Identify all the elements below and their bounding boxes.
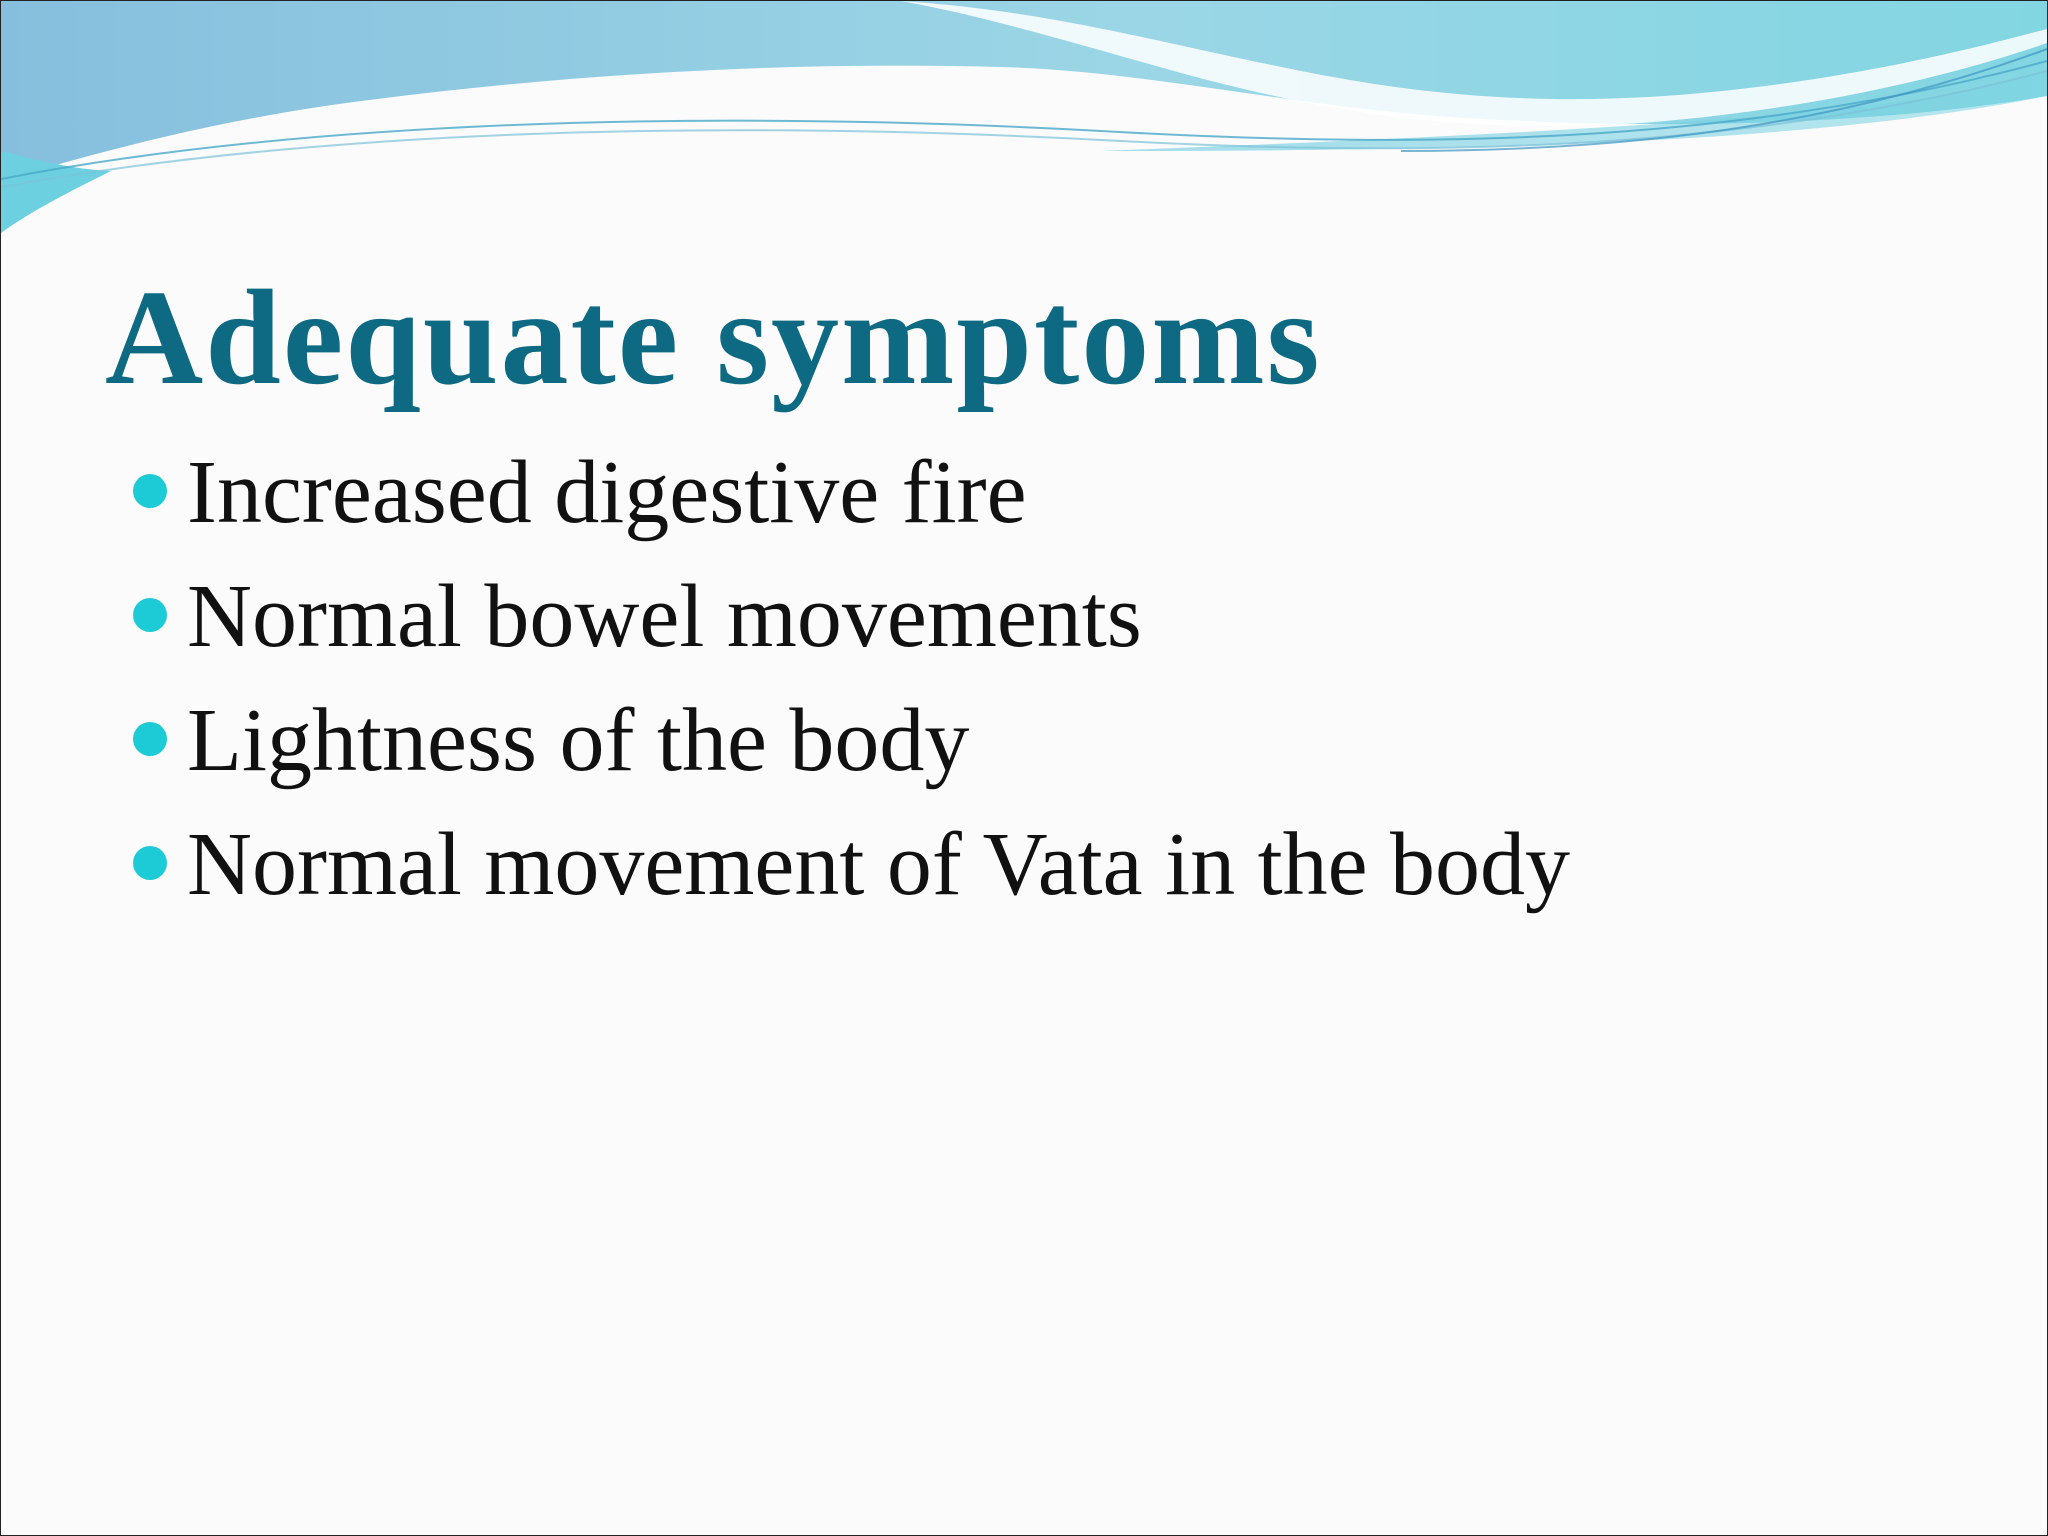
wave-banner-decoration [1,1,2047,241]
bullet-text: Normal movement of Vata in the body [187,815,1571,914]
bullet-item [133,813,1570,937]
bullet-item [133,565,1570,689]
bullet-list [133,441,1570,937]
bullet-dot-icon [133,598,167,632]
bullet-item [133,689,1570,813]
bullet-text: Increased digestive fire [187,443,1027,542]
bullet-dot-icon [133,474,167,508]
bullet-dot-icon [133,722,167,756]
bullet-text: Lightness of the body [187,691,970,790]
bullet-item [133,441,1570,565]
bullet-text: Normal bowel movements [187,567,1142,666]
slide-title: Adequate symptoms [105,263,1322,413]
bullet-dot-icon [133,846,167,880]
